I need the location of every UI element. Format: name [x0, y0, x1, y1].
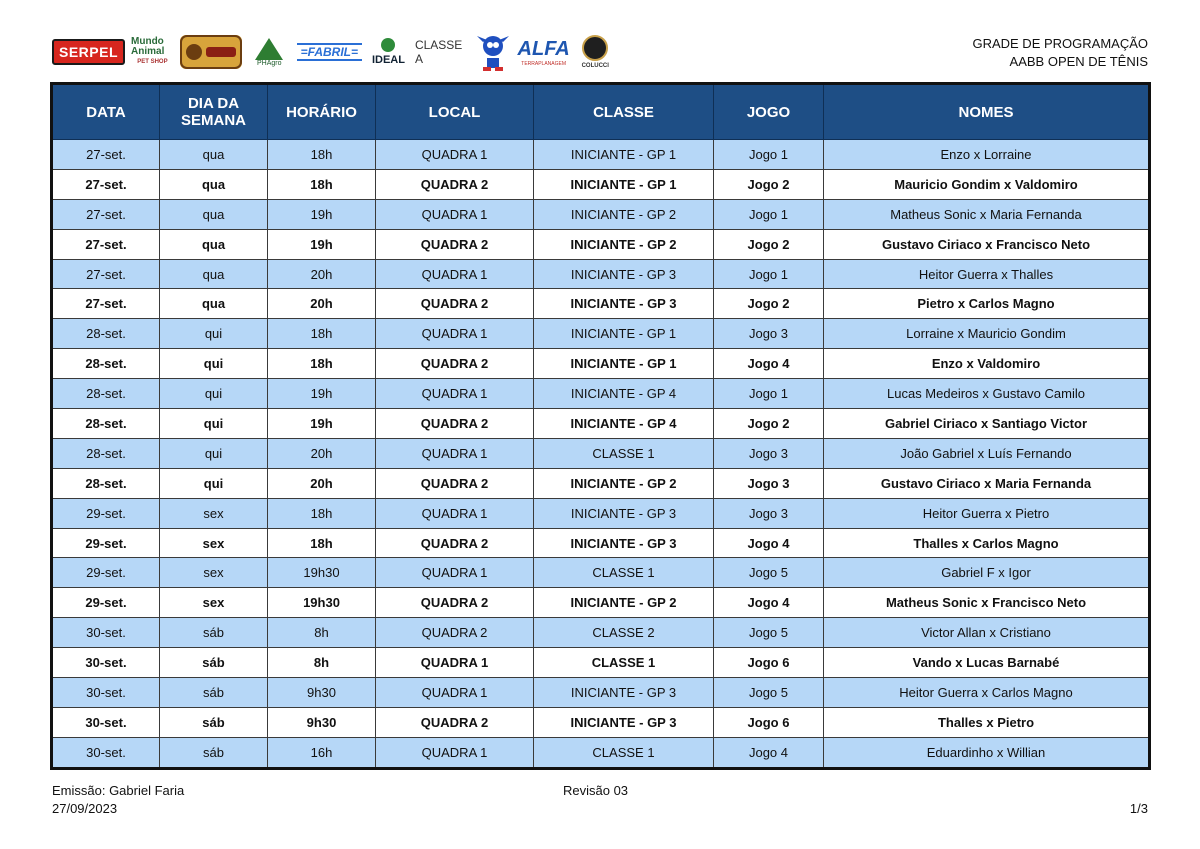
table-row [52, 737, 1150, 768]
cell-game: Jogo 2 [714, 169, 824, 199]
cell-players: Gustavo Ciriaco x Francisco Neto [824, 229, 1150, 259]
table-row [52, 558, 1150, 588]
cell-court: QUADRA 1 [376, 678, 534, 708]
cell-weekday: qui [160, 468, 268, 498]
cell-time: 18h [268, 140, 376, 170]
cell-class: INICIANTE - GP 2 [534, 229, 714, 259]
cell-game: Jogo 2 [714, 229, 824, 259]
cell-time: 18h [268, 528, 376, 558]
cell-court: QUADRA 2 [376, 468, 534, 498]
cell-players: Gabriel F x Igor [824, 558, 1150, 588]
cell-date: 30-set. [52, 648, 160, 678]
cell-weekday: qua [160, 229, 268, 259]
cell-date: 27-set. [52, 199, 160, 229]
cell-court: QUADRA 2 [376, 588, 534, 618]
cell-date: 30-set. [52, 737, 160, 768]
fabril-logo: =FABRIL= [297, 43, 362, 61]
cell-time: 20h [268, 468, 376, 498]
column-header-game: JOGO [714, 84, 824, 140]
cell-game: Jogo 5 [714, 678, 824, 708]
cell-time: 18h [268, 319, 376, 349]
cell-court: QUADRA 1 [376, 438, 534, 468]
cell-players: Vando x Lucas Barnabé [824, 648, 1150, 678]
cell-time: 18h [268, 349, 376, 379]
column-header-class: CLASSE [534, 84, 714, 140]
cell-date: 27-set. [52, 140, 160, 170]
sonic-mascot-icon [477, 32, 509, 72]
table-row [52, 528, 1150, 558]
cell-game: Jogo 3 [714, 498, 824, 528]
brand-badge-icon [180, 35, 242, 69]
table-row [52, 289, 1150, 319]
cell-court: QUADRA 2 [376, 707, 534, 737]
cell-weekday: sex [160, 498, 268, 528]
cell-players: Thalles x Carlos Magno [824, 528, 1150, 558]
cell-time: 18h [268, 169, 376, 199]
table-row [52, 468, 1150, 498]
cell-class: INICIANTE - GP 2 [534, 468, 714, 498]
footer-emission [52, 782, 184, 818]
cell-players: Enzo x Valdomiro [824, 349, 1150, 379]
cell-class: INICIANTE - GP 1 [534, 349, 714, 379]
cell-date: 29-set. [52, 588, 160, 618]
table-row [52, 707, 1150, 737]
colucci-logo [579, 32, 613, 72]
schedule-table [50, 82, 1151, 770]
cell-players: Matheus Sonic x Francisco Neto [824, 588, 1150, 618]
mundo-animal-logo [131, 32, 174, 72]
report-title-line1: GRADE DE PROGRAMAÇÃO [972, 36, 1148, 51]
cell-time: 19h [268, 199, 376, 229]
alfa-logo-sub: TERRAPLANAGEM [521, 60, 567, 67]
cell-game: Jogo 1 [714, 379, 824, 409]
cell-time: 18h [268, 498, 376, 528]
cell-court: QUADRA 1 [376, 498, 534, 528]
cell-class: INICIANTE - GP 2 [534, 199, 714, 229]
cell-time: 19h [268, 409, 376, 439]
cell-game: Jogo 1 [714, 199, 824, 229]
cell-date: 27-set. [52, 169, 160, 199]
cell-game: Jogo 1 [714, 140, 824, 170]
cell-game: Jogo 2 [714, 409, 824, 439]
cell-court: QUADRA 1 [376, 259, 534, 289]
cell-players: João Gabriel x Luís Fernando [824, 438, 1150, 468]
table-body [52, 140, 1150, 769]
cell-weekday: sáb [160, 678, 268, 708]
cell-class: CLASSE 1 [534, 558, 714, 588]
cell-weekday: qua [160, 199, 268, 229]
brand-badge-logo [180, 35, 242, 69]
column-header-players: NOMES [824, 84, 1150, 140]
cell-time: 20h [268, 438, 376, 468]
cell-game: Jogo 6 [714, 648, 824, 678]
cell-weekday: sáb [160, 648, 268, 678]
ideal-logo [368, 32, 409, 72]
cell-time: 20h [268, 289, 376, 319]
cell-players: Pietro x Carlos Magno [824, 289, 1150, 319]
cell-players: Gustavo Ciriaco x Maria Fernanda [824, 468, 1150, 498]
cell-class: INICIANTE - GP 3 [534, 289, 714, 319]
cell-court: QUADRA 2 [376, 229, 534, 259]
table-row [52, 438, 1150, 468]
phagro-triangle-icon [255, 38, 283, 60]
alfa-logo [515, 32, 573, 72]
cell-date: 27-set. [52, 289, 160, 319]
cell-court: QUADRA 1 [376, 379, 534, 409]
table-row [52, 498, 1150, 528]
cell-date: 29-set. [52, 498, 160, 528]
cell-weekday: qui [160, 319, 268, 349]
serpel-logo: SERPEL [52, 39, 125, 65]
cell-date: 30-set. [52, 678, 160, 708]
cell-game: Jogo 3 [714, 438, 824, 468]
cell-weekday: qua [160, 259, 268, 289]
cell-game: Jogo 4 [714, 737, 824, 768]
cell-date: 27-set. [52, 229, 160, 259]
cell-game: Jogo 4 [714, 528, 824, 558]
cell-class: INICIANTE - GP 3 [534, 528, 714, 558]
cell-class: INICIANTE - GP 3 [534, 707, 714, 737]
cell-court: QUADRA 1 [376, 648, 534, 678]
table-row [52, 169, 1150, 199]
cell-players: Matheus Sonic x Maria Fernanda [824, 199, 1150, 229]
cell-time: 19h30 [268, 588, 376, 618]
cell-court: QUADRA 2 [376, 618, 534, 648]
cell-court: QUADRA 1 [376, 558, 534, 588]
colucci-emblem-icon [582, 35, 608, 61]
cell-game: Jogo 2 [714, 289, 824, 319]
cell-time: 19h30 [268, 558, 376, 588]
ideal-logo-text: IDEAL [371, 54, 405, 66]
cell-court: QUADRA 2 [376, 289, 534, 319]
cell-class: INICIANTE - GP 4 [534, 379, 714, 409]
cell-players: Gabriel Ciriaco x Santiago Victor [824, 409, 1150, 439]
cell-class: CLASSE 2 [534, 618, 714, 648]
report-title-line2: AABB OPEN DE TÊNIS [1009, 54, 1148, 69]
mundo-animal-logo-text: Mundo Animal [131, 36, 165, 57]
cell-date: 30-set. [52, 618, 160, 648]
cell-game: Jogo 6 [714, 707, 824, 737]
cell-weekday: qua [160, 169, 268, 199]
cell-game: Jogo 1 [714, 259, 824, 289]
cell-class: INICIANTE - GP 3 [534, 498, 714, 528]
cell-weekday: qui [160, 438, 268, 468]
cell-weekday: qui [160, 379, 268, 409]
classe-a-logo-text: CLASSE A [414, 38, 463, 66]
cell-date: 28-set. [52, 438, 160, 468]
cell-players: Heitor Guerra x Carlos Magno [824, 678, 1150, 708]
cell-game: Jogo 3 [714, 468, 824, 498]
cell-weekday: qui [160, 409, 268, 439]
cell-class: INICIANTE - GP 1 [534, 169, 714, 199]
cell-date: 29-set. [52, 558, 160, 588]
table-row [52, 409, 1150, 439]
cell-time: 19h [268, 229, 376, 259]
report-title [972, 35, 1148, 71]
cell-weekday: qua [160, 289, 268, 319]
cell-class: INICIANTE - GP 2 [534, 588, 714, 618]
cell-court: QUADRA 2 [376, 409, 534, 439]
cell-class: INICIANTE - GP 3 [534, 678, 714, 708]
cell-weekday: sáb [160, 737, 268, 768]
cell-weekday: sex [160, 588, 268, 618]
cell-players: Heitor Guerra x Thalles [824, 259, 1150, 289]
colucci-logo-text: COLUCCI [581, 63, 609, 69]
cell-court: QUADRA 2 [376, 169, 534, 199]
cell-players: Thalles x Pietro [824, 707, 1150, 737]
cell-weekday: qua [160, 140, 268, 170]
table-row [52, 349, 1150, 379]
cell-time: 19h [268, 379, 376, 409]
cell-time: 9h30 [268, 678, 376, 708]
cell-game: Jogo 3 [714, 319, 824, 349]
cell-date: 30-set. [52, 707, 160, 737]
cell-court: QUADRA 1 [376, 199, 534, 229]
revision-label: Revisão 03 [563, 783, 629, 798]
table-row [52, 379, 1150, 409]
table-row [52, 648, 1150, 678]
table-row [52, 618, 1150, 648]
cell-weekday: sex [160, 558, 268, 588]
cell-class: CLASSE 1 [534, 648, 714, 678]
phagro-logo [248, 32, 291, 72]
table-row [52, 259, 1150, 289]
cell-class: INICIANTE - GP 1 [534, 319, 714, 349]
column-header-weekday: DIA DA SEMANA [160, 84, 268, 140]
emission-date: 27/09/2023 [52, 801, 118, 816]
sonic-logo [477, 32, 509, 72]
cell-players: Enzo x Lorraine [824, 140, 1150, 170]
cell-court: QUADRA 2 [376, 528, 534, 558]
table-row [52, 319, 1150, 349]
cell-court: QUADRA 1 [376, 140, 534, 170]
column-header-time: HORÁRIO [268, 84, 376, 140]
cell-class: INICIANTE - GP 1 [534, 140, 714, 170]
table-row [52, 588, 1150, 618]
cell-players: Heitor Guerra x Pietro [824, 498, 1150, 528]
table-row [52, 229, 1150, 259]
classe-a-logo [415, 32, 471, 72]
cell-date: 28-set. [52, 468, 160, 498]
table-row [52, 199, 1150, 229]
cell-players: Lucas Medeiros x Gustavo Camilo [824, 379, 1150, 409]
table-row [52, 140, 1150, 170]
cell-game: Jogo 5 [714, 618, 824, 648]
cell-time: 8h [268, 648, 376, 678]
cell-date: 28-set. [52, 319, 160, 349]
cell-players: Eduardinho x Willian [824, 737, 1150, 768]
cell-players: Lorraine x Mauricio Gondim [824, 319, 1150, 349]
table-header-row [52, 84, 1150, 140]
cell-class: INICIANTE - GP 3 [534, 259, 714, 289]
cell-court: QUADRA 1 [376, 737, 534, 768]
cell-date: 28-set. [52, 409, 160, 439]
column-header-date: DATA [52, 84, 160, 140]
cell-date: 28-set. [52, 379, 160, 409]
mundo-animal-logo-sub: PET SHOP [137, 59, 168, 65]
column-header-court: LOCAL [376, 84, 534, 140]
cell-players: Mauricio Gondim x Valdomiro [824, 169, 1150, 199]
cell-class: CLASSE 1 [534, 438, 714, 468]
table-row [52, 678, 1150, 708]
cell-court: QUADRA 2 [376, 349, 534, 379]
cell-weekday: sex [160, 528, 268, 558]
cell-court: QUADRA 1 [376, 319, 534, 349]
emission-author: Emissão: Gabriel Faria [52, 783, 185, 798]
cell-date: 27-set. [52, 259, 160, 289]
cell-weekday: sáb [160, 707, 268, 737]
cell-weekday: sáb [160, 618, 268, 648]
cell-game: Jogo 5 [714, 558, 824, 588]
cell-time: 16h [268, 737, 376, 768]
page-number: 1/3 [1129, 801, 1148, 816]
cell-weekday: qui [160, 349, 268, 379]
cell-players: Victor Allan x Cristiano [824, 618, 1150, 648]
cell-time: 20h [268, 259, 376, 289]
alfa-logo-text: ALFA [517, 37, 570, 60]
sponsor-logos [52, 26, 612, 78]
cell-class: CLASSE 1 [534, 737, 714, 768]
phagro-logo-text: PHAgro [256, 59, 282, 67]
cell-time: 8h [268, 618, 376, 648]
cell-class: INICIANTE - GP 4 [534, 409, 714, 439]
cell-game: Jogo 4 [714, 349, 824, 379]
cell-game: Jogo 4 [714, 588, 824, 618]
ideal-dot-icon [381, 38, 395, 52]
cell-date: 28-set. [52, 349, 160, 379]
cell-time: 9h30 [268, 707, 376, 737]
cell-date: 29-set. [52, 528, 160, 558]
